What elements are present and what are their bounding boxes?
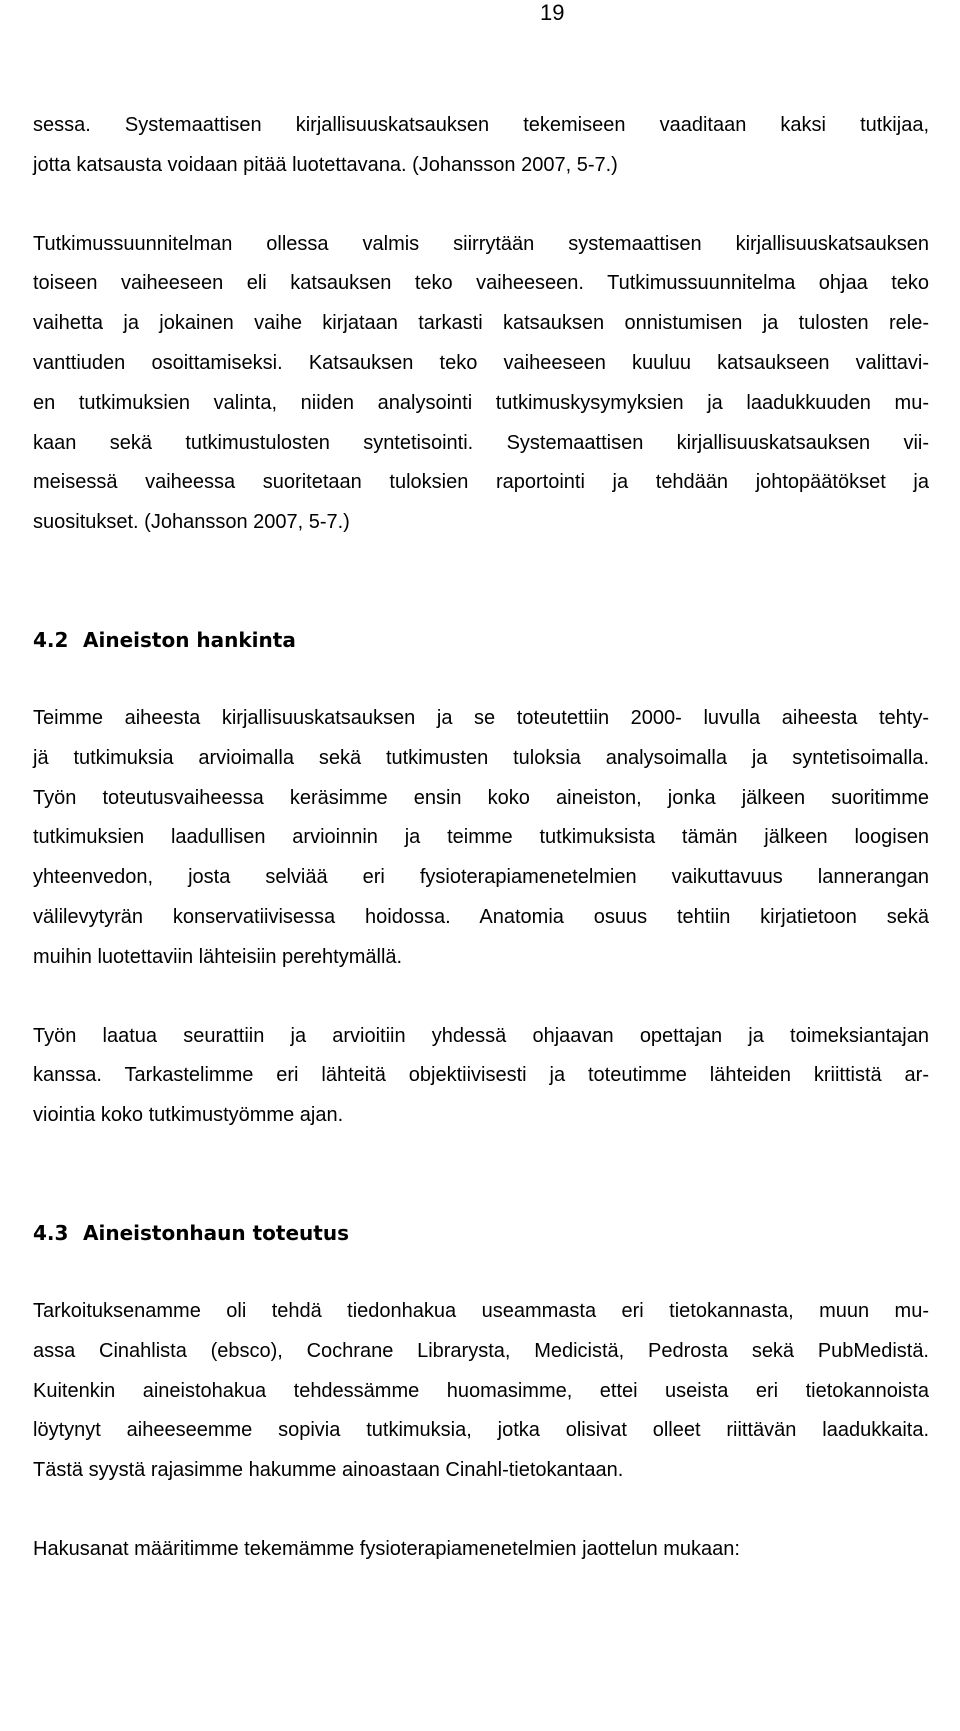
paragraph	[33, 1017, 929, 1136]
page-number: 19	[540, 0, 565, 25]
text-line: Hakusanat määritimme tekemämme fysioterapiamenetelmien jaottelun mukaan:	[33, 1537, 740, 1560]
text-line: meisessä vaiheessa suoritetaan tuloksien raportointi ja tehdään johtopäätökset ja	[33, 471, 929, 494]
text-line: löytynyt aiheeseemme sopivia tutkimuksia, jotka olisivat olleet riittävän laadukkaita.	[33, 1419, 929, 1442]
text-line: jotta katsausta voidaan pitää luotettavana. (Johansson 2007, 5-7.)	[33, 153, 618, 176]
paragraph	[33, 1292, 929, 1491]
text-line: Tarkoituksenamme oli tehdä tiedonhakua useammasta eri tietokannasta, muun mu-	[33, 1299, 929, 1322]
text-line: kanssa. Tarkastelimme eri lähteitä objektiivisesti ja toteutimme lähteiden kriittistä ar-	[33, 1064, 929, 1087]
text-line: Kuitenkin aineistohakua tehdessämme huomasimme, ettei useista eri tietokannoista	[33, 1379, 929, 1402]
paragraph	[33, 225, 929, 543]
text-line: yhteenvedon, josta selviää eri fysioterapiamenetelmien vaikuttavuus lannerangan	[33, 866, 929, 889]
text-line: Työn laatua seurattiin ja arvioitiin yhdessä ohjaavan opettajan ja toimeksiantajan	[33, 1024, 929, 1047]
paragraph	[33, 699, 929, 978]
text-line: muihin luotettaviin lähteisiin perehtymällä.	[33, 945, 403, 968]
text-line: jä tutkimuksia arvioimalla sekä tutkimusten tuloksia analysoimalla ja syntetisoimalla.	[33, 746, 929, 769]
text-line: assa Cinahlista (ebsco), Cochrane Librarysta, Medicistä, Pedrosta sekä PubMedistä.	[33, 1339, 929, 1362]
section-title: Aineiston hankinta	[83, 627, 296, 652]
text-line: Työn toteutusvaiheessa keräsimme ensin koko aineiston, jonka jälkeen suoritimme	[33, 786, 929, 809]
text-line: toiseen vaiheeseen eli katsauksen teko vaiheeseen. Tutkimussuunnitelma ohjaa teko	[33, 272, 929, 295]
section-number: 4.3	[33, 1220, 69, 1245]
paragraph	[33, 106, 929, 186]
section-number: 4.2	[33, 627, 69, 652]
text-line: Teimme aiheesta kirjallisuuskatsauksen ja se toteutettiin 2000- luvulla aiheesta tehty-	[33, 706, 929, 729]
text-line: tutkimuksien laadullisen arvioinnin ja teimme tutkimuksista tämän jälkeen loogisen	[33, 826, 929, 849]
section-heading	[33, 620, 929, 660]
paragraph	[33, 1530, 929, 1570]
section-title: Aineistonhaun toteutus	[83, 1220, 349, 1245]
text-line: sessa. Systemaattisen kirjallisuuskatsauksen tekemiseen vaaditaan kaksi tutkijaa,	[33, 114, 929, 136]
section-heading	[33, 1213, 929, 1253]
text-line: Tästä syystä rajasimme hakumme ainoastaan Cinahl-tietokantaan.	[33, 1459, 624, 1482]
text-line: en tutkimuksien valinta, niiden analysointi tutkimuskysymyksien ja laadukkuuden mu-	[33, 391, 929, 414]
text-line: Tutkimussuunnitelman ollessa valmis siirrytään systemaattisen kirjallisuuskatsauksen	[33, 232, 929, 255]
text-line: vanttiuden osoittamiseksi. Katsauksen teko vaiheeseen kuuluu katsaukseen valittavi-	[33, 351, 929, 374]
text-line: viointia koko tutkimustyömme ajan.	[33, 1104, 344, 1127]
text-line: vaihetta ja jokainen vaihe kirjataan tarkasti katsauksen onnistumisen ja tulosten rele-	[33, 312, 929, 335]
text-line: välilevytyrän konservatiivisessa hoidossa. Anatomia osuus tehtiin kirjatietoon sekä	[33, 905, 929, 928]
document-body	[33, 106, 929, 1570]
text-line: suositukset. (Johansson 2007, 5-7.)	[33, 511, 350, 534]
text-line: kaan sekä tutkimustulosten syntetisointi. Systemaattisen kirjallisuuskatsauksen vii-	[33, 431, 929, 454]
